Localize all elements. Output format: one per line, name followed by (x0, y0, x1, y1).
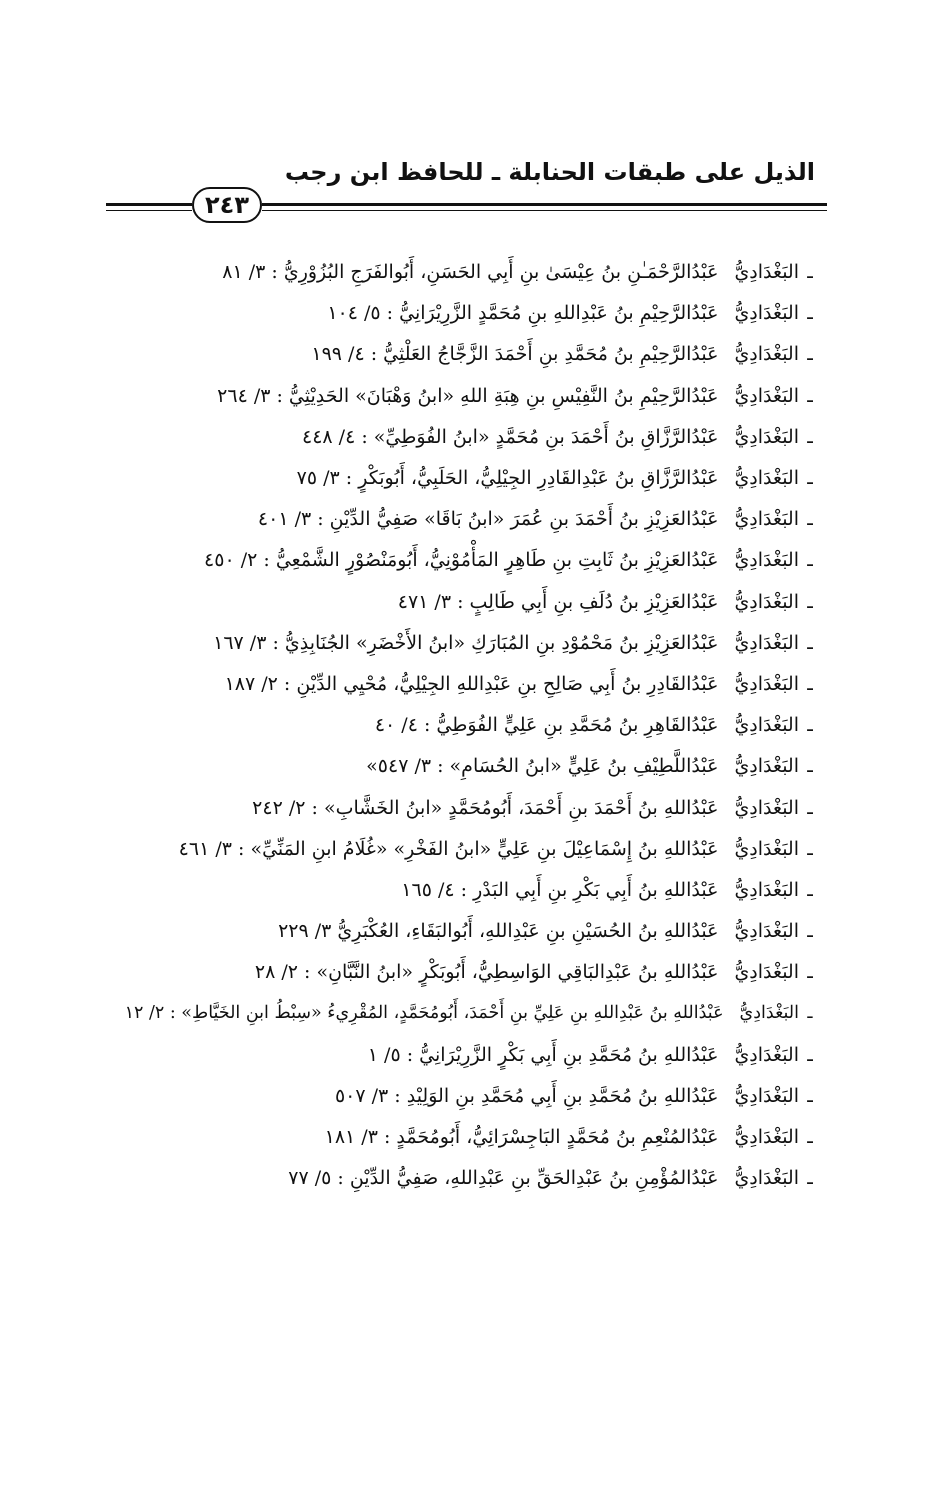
entry-dash: ـ (807, 302, 813, 325)
entry-nisba: البَغْدَادِيُّ (734, 796, 799, 819)
running-header-title: الذيل على طبقات الحنابلة ـ للحافظ ابن رجب (284, 158, 815, 186)
index-entry (121, 540, 821, 581)
index-entry (121, 499, 821, 540)
entry-text: عَبْدُالعَزِيْزِ بنُ ثَابِتِ بنِ طَاهِرٍ المَأْمُوْنِيُّ، أَبُومَنْصُوْرٍ الشَّمْعِيُّ : ٢/ ٤٥٠ (204, 549, 719, 572)
entry-dash: ـ (807, 1084, 813, 1107)
entry-dash: ـ (807, 920, 813, 943)
index-entry (121, 787, 821, 828)
entry-text: عَبْدُاللهِ بنُ أَحْمَدَ بنِ أَحْمَدَ، أَبُومُحَمَّدٍ «ابنُ الخَشَّابِ» : ٢/ ٢٤٢ (252, 796, 719, 819)
index-entry (121, 1158, 821, 1199)
entry-text: عَبْدُاللهِ بنُ مُحَمَّدِ بنِ أَبِي بَكْرٍ الزَّرِيْرَانِيُّ : ٥/ ١ (367, 1043, 719, 1066)
index-entry (121, 952, 821, 993)
entry-nisba: البَغْدَادِيُّ (734, 508, 799, 531)
entry-nisba: البَغْدَادِيُّ (734, 467, 799, 490)
entry-nisba: البَغْدَادِيُّ (734, 755, 799, 778)
entry-text: عَبْدُاللهِ بنُ الحُسَيْنِ بنِ عَبْدِاللهِ، أَبُوالبَقَاءِ، العُكْبَرِيُّ ٣/ ٢٢٩ (278, 920, 719, 943)
entry-nisba: البَغْدَادِيُّ (734, 878, 799, 901)
entry-dash: ـ (807, 631, 813, 654)
index-entry (121, 1117, 821, 1158)
entry-text: عَبْدُالعَزِيْزِ بنُ دُلَفِ بنِ أَبِي طَالِبٍ : ٣/ ٤٧١ (397, 590, 719, 613)
entry-text: عَبْدُالمُؤْمِنِ بنُ عَبْدِالحَقِّ بنِ عَبْدِاللهِ، صَفِيُّ الدِّيْنِ : ٥/ ٧٧ (288, 1167, 719, 1190)
index-entry (121, 252, 821, 293)
entry-dash: ـ (807, 796, 813, 819)
entry-nisba: البَغْدَادِيُّ (734, 920, 799, 943)
header-rule-right-thick (262, 203, 827, 206)
entry-dash: ـ (807, 878, 813, 901)
entry-dash: ـ (807, 837, 813, 860)
entry-dash: ـ (807, 384, 813, 407)
entry-dash: ـ (807, 343, 813, 366)
index-entry (121, 911, 821, 952)
entry-dash: ـ (807, 1167, 813, 1190)
index-entry (121, 705, 821, 746)
entry-dash: ـ (807, 1126, 813, 1149)
entry-text: عَبْدُالرَّحِيْمِ بنُ مُحَمَّدِ بنِ أَحْمَدَ الزَّجَّاجُ العَلْثِيُّ : ٤/ ١٩٩ (311, 343, 719, 366)
index-entry (121, 293, 821, 334)
entry-text: عَبْدُاللهِ بنُ أَبِي بَكْرِ بنِ أَبِي البَدْرِ : ٤/ ١٦٥ (401, 878, 719, 901)
entry-text: عَبْدُالعَزِيْزِ بنُ مَحْمُوْدِ بنِ المُبَارَكِ «ابنُ الأَخْضَرِ» الجُنَابِذِيُّ : ٣/ ١٦٧ (213, 631, 719, 654)
index-entry (121, 870, 821, 911)
header-rule-right-thin (262, 210, 827, 211)
entry-text: عَبْدُالرَّزَّاقِ بنُ أَحْمَدَ بنِ مُحَمَّدٍ «ابنُ الفُوَطِيِّ» : ٤/ ٤٤٨ (302, 425, 719, 448)
entry-text: عَبْدُاللهِ بنُ عَبْدِالبَاقِي الوَاسِطِيُّ، أَبُوبَكْرٍ «ابنُ النَّبَّانِ» : ٢/ ٢٨ (254, 961, 719, 984)
entry-nisba: البَغْدَادِيُّ (734, 343, 799, 366)
entry-dash: ـ (807, 755, 813, 778)
entry-text: عَبْدُاللهِ بنُ عَبْدِاللهِ بنِ عَلِيِّ بنِ أَحْمَدَ، أَبُومُحَمَّدٍ، المُقْرِيءُ «سِبْطُ ابنِ الخَيَّاطِ» : ٢/ ١٢ (124, 1003, 724, 1024)
index-entry (121, 458, 821, 499)
entry-dash: ـ (807, 961, 813, 984)
entry-text: عَبْدُاللهِ بنُ مُحَمَّدِ بنِ أَبِي مُحَمَّدِ بنِ الوَلِيْدِ : ٣/ ٥٠٧ (334, 1084, 719, 1107)
entry-text: عَبْدُاللهِ بنُ إِسْمَاعِيْلَ بنِ عَلِيٍّ «ابنُ الفَخْرِ» «غُلَامُ ابنِ المَنِّيِّ» : ٣/ ٤٦١ (178, 837, 719, 860)
index-entry (121, 746, 821, 787)
entry-nisba: البَغْدَادِيُّ (734, 1043, 799, 1066)
entry-dash: ـ (807, 425, 813, 448)
entry-text: عَبْدُالقَاهِرِ بنُ مُحَمَّدِ بنِ عَلِيٍّ الفُوَطِيُّ : ٤/ ٤٠ (374, 714, 719, 737)
entry-nisba: البَغْدَادِيُّ (734, 961, 799, 984)
entry-nisba: البَغْدَادِيُّ (734, 425, 799, 448)
index-entry (121, 376, 821, 417)
entry-nisba: البَغْدَادِيُّ (734, 590, 799, 613)
entry-text: عَبْدُالرَّزَّاقِ بنُ عَبْدِالقَادِرِ الجِيْلِيُّ، الحَلَبِيُّ، أَبُوبَكْرٍ : ٣/ ٧٥ (296, 467, 719, 490)
entry-text: عَبْدُالرَّحِيْمِ بنُ النَّفِيْسِ بنِ هِبَةِ اللهِ «ابنُ وَهْبَانَ» الحَدِيْثِيُّ : ٣/ ٢٦٤ (217, 384, 719, 407)
entry-text: عَبْدُاللَّطِيْفِ بنُ عَلِيٍّ «ابنُ الحُسَامِ» : ٣/ ٥٤٧» (366, 755, 719, 778)
entry-dash: ـ (807, 1003, 813, 1024)
entry-nisba: البَغْدَادِيُّ (734, 261, 799, 284)
entry-dash: ـ (807, 714, 813, 737)
index-entry (121, 623, 821, 664)
page-number: ٢٤٣ (192, 187, 262, 223)
entry-nisba: البَغْدَادِيُّ (734, 631, 799, 654)
entry-text: عَبْدُالعَزِيْزِ بنُ أَحْمَدَ بنِ عُمَرَ «ابنُ بَاقَا» صَفِيُّ الدِّيْنِ : ٣/ ٤٠١ (257, 508, 719, 531)
index-entry (121, 582, 821, 623)
entry-dash: ـ (807, 672, 813, 695)
header-rule-left-thin (106, 210, 192, 211)
index-entry (121, 1035, 821, 1076)
entry-nisba: البَغْدَادِيُّ (734, 1084, 799, 1107)
entry-nisba: البَغْدَادِيُّ (734, 384, 799, 407)
entry-dash: ـ (807, 1043, 813, 1066)
index-entry (121, 1076, 821, 1117)
index-entry (121, 664, 821, 705)
entry-dash: ـ (807, 467, 813, 490)
entry-dash: ـ (807, 261, 813, 284)
entry-text: عَبْدُالرَّحْمَـٰنِ بنُ عِيْسَىٰ بنِ أَبِي الحَسَنِ، أَبُوالفَرَجِ البُزُوْرِيُّ : ٣/ ٨١ (222, 261, 719, 284)
entry-nisba: البَغْدَادِيُّ (734, 672, 799, 695)
entry-dash: ـ (807, 549, 813, 572)
entry-nisba: البَغْدَادِيُّ (734, 714, 799, 737)
entry-text: عَبْدُالرَّحِيْمِ بنُ عَبْدِاللهِ بنِ مُحَمَّدٍ الزَّرِيْرَانِيُّ : ٥/ ١٠٤ (327, 302, 719, 325)
entry-text: عَبْدُالمُنْعِمِ بنُ مُحَمَّدٍ البَاجِسْرَائِيُّ، أَبُومُحَمَّدٍ : ٣/ ١٨١ (324, 1126, 719, 1149)
entry-dash: ـ (807, 590, 813, 613)
index-entry (121, 993, 821, 1034)
header-rule-left-thick (106, 203, 192, 206)
entry-text: عَبْدُالقَادِرِ بنُ أَبِي صَالِحِ بنِ عَبْدِاللهِ الجِيْلِيُّ، مُحْيِي الدِّيْنِ : ٢/ ١٨٧ (224, 672, 719, 695)
entry-nisba: البَغْدَادِيُّ (734, 302, 799, 325)
entry-dash: ـ (807, 508, 813, 531)
entry-nisba: البَغْدَادِيُّ (734, 1167, 799, 1190)
index-entry-list (121, 252, 821, 1199)
entry-nisba: البَغْدَادِيُّ (734, 837, 799, 860)
index-entry (121, 417, 821, 458)
entry-nisba: البَغْدَادِيُّ (734, 549, 799, 572)
entry-nisba: البَغْدَادِيُّ (734, 1126, 799, 1149)
entry-nisba: البَغْدَادِيُّ (739, 1003, 799, 1024)
index-entry (121, 829, 821, 870)
index-entry (121, 334, 821, 375)
